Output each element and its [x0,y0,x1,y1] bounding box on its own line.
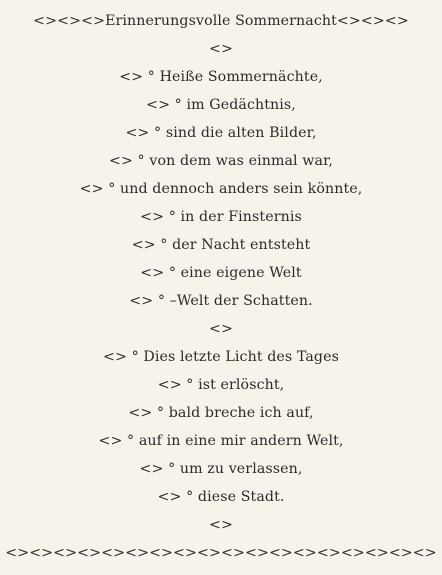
poem-line: <> ° der Nacht entsteht [131,237,311,253]
poem-line: <> [209,321,233,337]
poem-line: <> ° diese Stadt. [157,489,285,505]
poem-line: <> ° und dennoch anders sein könnte, [79,181,363,197]
poem-line: <> ° Heiße Sommernächte, [119,69,323,85]
poem-line: <> ° auf in eine mir andern Welt, [98,433,344,449]
poem-line: <> ° ist erlöscht, [157,377,285,393]
poem-line: <> ° von dem was einmal war, [108,153,334,169]
poem-line: <> ° –Welt der Schatten. [129,293,313,309]
poem-line: <> ° bald breche ich auf, [128,405,314,421]
poem-line: <> ° um zu verlassen, [139,461,303,477]
poem-line: <> ° in der Finsternis [140,209,302,225]
poem-line: <> ° eine eigene Welt [140,265,302,281]
poem-line: <> [209,517,233,533]
poem-title: <><><>Erinnerungsvolle Sommernacht<><><> [33,13,409,29]
poem [0,7,442,567]
poem-line: <> ° Dies letzte Licht des Tages [102,349,339,365]
poem-footer: <><><><><><><><><><><><><><><><><><> [5,545,437,561]
poem-line: <> [209,41,233,57]
poem-line: <> ° im Gedächtnis, [146,97,296,113]
poem-line: <> ° sind die alten Bilder, [125,125,317,141]
